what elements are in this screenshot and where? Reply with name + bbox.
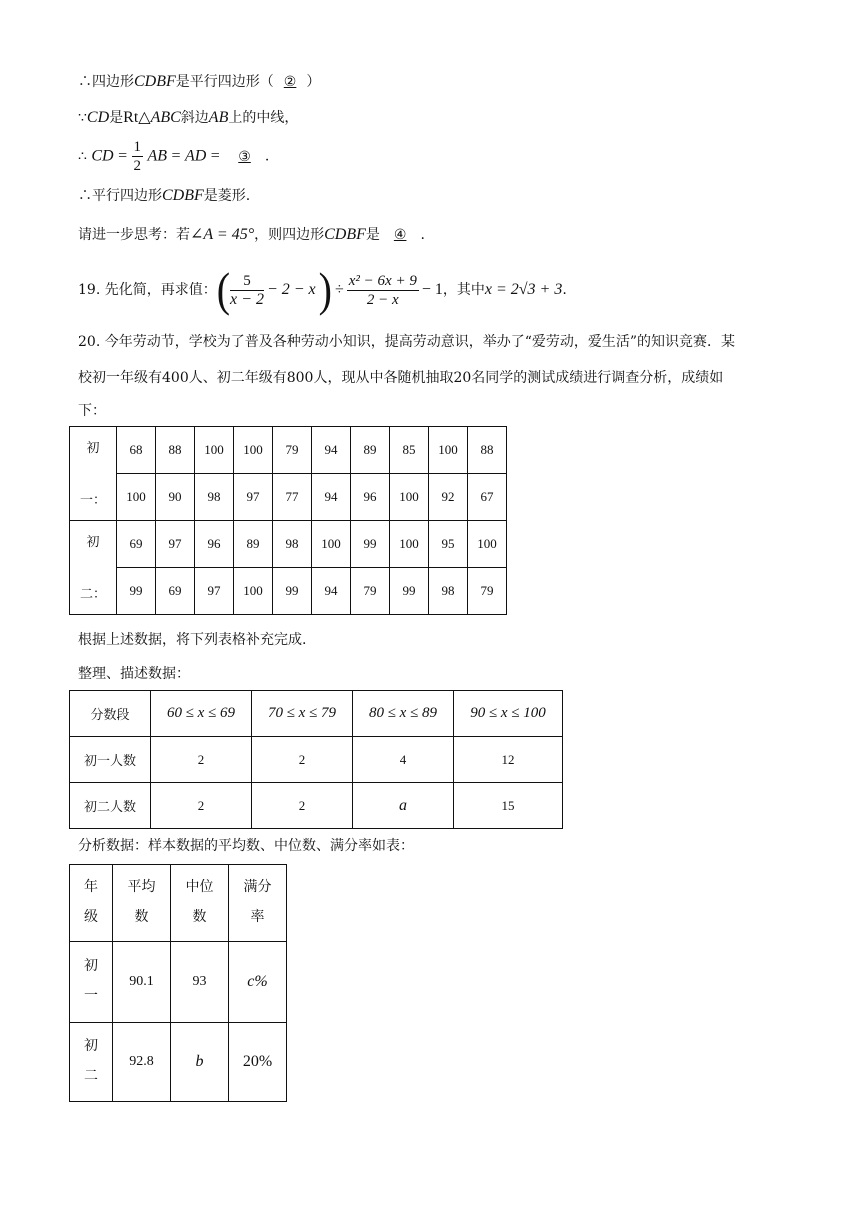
score-cell: 100 bbox=[234, 427, 273, 474]
instruction-text: 根据上述数据，将下列表格补充完成. bbox=[78, 632, 307, 648]
score-cell: 99 bbox=[390, 568, 429, 615]
score-cell: 69 bbox=[117, 521, 156, 568]
frequency-table bbox=[69, 690, 563, 829]
math-var: ABC bbox=[150, 109, 181, 126]
grade-2-label: 初 二： bbox=[70, 521, 117, 615]
mean-cell: 92.8 bbox=[113, 1023, 171, 1102]
score-cell: 98 bbox=[195, 474, 234, 521]
score-cell: 85 bbox=[390, 427, 429, 474]
count-cell: 2 bbox=[252, 737, 353, 783]
open-paren: ( bbox=[216, 262, 231, 317]
header-cell: 平均 数 bbox=[113, 865, 171, 942]
grade-1-label: 初 一： bbox=[70, 427, 117, 521]
statistics-table bbox=[69, 864, 287, 1102]
mean-cell: 90.1 bbox=[113, 942, 171, 1023]
score-cell: 94 bbox=[312, 474, 351, 521]
score-cell: 99 bbox=[273, 568, 312, 615]
math-var: CD bbox=[91, 147, 114, 165]
question-19 bbox=[78, 262, 567, 317]
score-cell: 88 bbox=[468, 427, 507, 474]
proof-line-1 bbox=[78, 72, 320, 92]
score-cell: 89 bbox=[351, 427, 390, 474]
think-line bbox=[78, 225, 425, 245]
score-cell: 79 bbox=[351, 568, 390, 615]
text: ） bbox=[306, 74, 321, 90]
math-var: CDBF bbox=[324, 226, 366, 243]
frac-num: x² − 6x + 9 bbox=[348, 272, 417, 289]
math-op: = bbox=[210, 147, 220, 165]
therefore-symbol: ∴ bbox=[78, 148, 87, 165]
text: 是菱形. bbox=[203, 188, 251, 204]
text: 上的中线， bbox=[228, 110, 299, 126]
count-cell: a bbox=[353, 783, 454, 829]
math-angle: ∠A = 45° bbox=[190, 226, 255, 243]
frac-den: 2 − x bbox=[366, 291, 399, 308]
frac-den: 2 bbox=[133, 158, 142, 174]
fraction-1 bbox=[230, 272, 264, 309]
table-header-row bbox=[70, 691, 563, 737]
score-cell: 97 bbox=[156, 521, 195, 568]
fraction-2 bbox=[347, 272, 419, 309]
text: . bbox=[420, 227, 425, 243]
score-cell: 100 bbox=[117, 474, 156, 521]
table-row bbox=[70, 521, 507, 568]
count-cell: 12 bbox=[454, 737, 563, 783]
table-header-row bbox=[70, 865, 287, 942]
header-cell: 80 ≤ x ≤ 89 bbox=[353, 691, 454, 737]
proof-line-4 bbox=[78, 186, 250, 206]
header-cell: 年 级 bbox=[70, 865, 113, 942]
math-rt: Rt△ bbox=[123, 109, 151, 126]
math-op: = bbox=[171, 147, 181, 165]
math-var: AB bbox=[147, 147, 168, 165]
math-var: CD bbox=[86, 109, 110, 126]
median-cell: b bbox=[171, 1023, 229, 1102]
answer-blank-4: ④ bbox=[393, 227, 407, 243]
frac-num: 1 bbox=[133, 139, 142, 155]
score-cell: 100 bbox=[312, 521, 351, 568]
count-cell: 2 bbox=[151, 783, 252, 829]
score-cell: 88 bbox=[156, 427, 195, 474]
text: . bbox=[264, 148, 270, 165]
score-cell: 98 bbox=[273, 521, 312, 568]
question-20-line-1: 20. 今年劳动节，学校为了普及各种劳动小知识，提高劳动意识，举办了“爱劳动，爱生活”的知识竞赛．某 bbox=[78, 334, 736, 350]
score-cell: 89 bbox=[234, 521, 273, 568]
math-var: AD bbox=[184, 147, 207, 165]
count-cell: 4 bbox=[353, 737, 454, 783]
score-cell: 97 bbox=[195, 568, 234, 615]
score-cell: 94 bbox=[312, 568, 351, 615]
section-label: 整理、描述数据： bbox=[78, 666, 190, 682]
median-cell: 93 bbox=[171, 942, 229, 1023]
text: 是 bbox=[365, 227, 380, 243]
row-label: 初二人数 bbox=[70, 783, 151, 829]
text: 是 bbox=[109, 110, 124, 126]
math-var: AB bbox=[208, 109, 229, 126]
text: 斜边 bbox=[180, 110, 209, 126]
math-var: CDBF bbox=[162, 187, 204, 204]
text: ，其中 bbox=[442, 282, 485, 298]
score-cell: 100 bbox=[468, 521, 507, 568]
answer-blank-2: ② bbox=[283, 74, 297, 90]
text: ，则四边形 bbox=[254, 227, 325, 243]
text: ∴平行四边形 bbox=[78, 188, 162, 204]
close-paren: ) bbox=[318, 262, 332, 317]
count-cell: 2 bbox=[151, 737, 252, 783]
score-cell: 69 bbox=[156, 568, 195, 615]
table-row bbox=[70, 737, 563, 783]
row-label: 初一人数 bbox=[70, 737, 151, 783]
full-rate-cell: c% bbox=[229, 942, 287, 1023]
because-symbol: ∵ bbox=[78, 110, 87, 126]
score-cell: 100 bbox=[390, 521, 429, 568]
score-cell: 90 bbox=[156, 474, 195, 521]
full-rate-cell: 20% bbox=[229, 1023, 287, 1102]
header-cell: 满分 率 bbox=[229, 865, 287, 942]
text: 是平行四边形（ bbox=[175, 74, 274, 90]
question-20-line-2: 校初一年级有400人、初二年级有800人，现从中各随机抽取20名同学的测试成绩进行调查分析，成绩如 bbox=[78, 370, 724, 386]
score-cell: 94 bbox=[312, 427, 351, 474]
header-cell: 60 ≤ x ≤ 69 bbox=[151, 691, 252, 737]
row-label: 初 一 bbox=[70, 942, 113, 1023]
score-cell: 67 bbox=[468, 474, 507, 521]
score-cell: 99 bbox=[117, 568, 156, 615]
score-cell: 98 bbox=[429, 568, 468, 615]
table-row bbox=[70, 1023, 287, 1102]
score-cell: 100 bbox=[234, 568, 273, 615]
score-cell: 95 bbox=[429, 521, 468, 568]
answer-blank-3: ③ bbox=[238, 148, 251, 165]
row-label: 初 二 bbox=[70, 1023, 113, 1102]
score-cell: 92 bbox=[429, 474, 468, 521]
score-cell: 77 bbox=[273, 474, 312, 521]
header-cell: 中位 数 bbox=[171, 865, 229, 942]
header-cell: 分数段 bbox=[70, 691, 151, 737]
count-cell: 15 bbox=[454, 783, 563, 829]
text: 请进一步思考：若 bbox=[78, 227, 190, 243]
header-cell: 90 ≤ x ≤ 100 bbox=[454, 691, 563, 737]
table-row bbox=[70, 474, 507, 521]
frac-num: 5 bbox=[230, 272, 264, 291]
score-cell: 100 bbox=[390, 474, 429, 521]
score-cell: 96 bbox=[195, 521, 234, 568]
table-row bbox=[70, 783, 563, 829]
text: ∴四边形 bbox=[78, 74, 134, 90]
score-cell: 68 bbox=[117, 427, 156, 474]
math-op: ÷ bbox=[334, 281, 344, 298]
score-cell: 100 bbox=[195, 427, 234, 474]
math-var: CDBF bbox=[134, 73, 176, 90]
score-cell: 79 bbox=[468, 568, 507, 615]
score-cell: 97 bbox=[234, 474, 273, 521]
frac-den: x − 2 bbox=[230, 290, 264, 308]
table-row bbox=[70, 942, 287, 1023]
fraction-one-half bbox=[132, 138, 144, 175]
proof-line-2 bbox=[78, 108, 298, 128]
count-cell: 2 bbox=[252, 783, 353, 829]
table-row bbox=[70, 427, 507, 474]
question-20-line-3: 下： bbox=[78, 403, 106, 419]
section-label: 分析数据：样本数据的平均数、中位数、满分率如表： bbox=[78, 838, 414, 854]
table-row bbox=[70, 568, 507, 615]
proof-line-3 bbox=[78, 138, 269, 175]
score-cell: 100 bbox=[429, 427, 468, 474]
score-cell: 96 bbox=[351, 474, 390, 521]
math-op: = bbox=[118, 147, 128, 165]
math-expr: − 2 − x bbox=[266, 281, 316, 298]
header-cell: 70 ≤ x ≤ 79 bbox=[252, 691, 353, 737]
score-cell: 79 bbox=[273, 427, 312, 474]
score-cell: 99 bbox=[351, 521, 390, 568]
math-value: x = 2√3 + 3 bbox=[484, 281, 563, 298]
text: . bbox=[562, 282, 567, 298]
math-expr: − 1 bbox=[421, 281, 443, 298]
question-label: 19. 先化简，再求值： bbox=[78, 282, 217, 298]
scores-table bbox=[69, 426, 507, 615]
